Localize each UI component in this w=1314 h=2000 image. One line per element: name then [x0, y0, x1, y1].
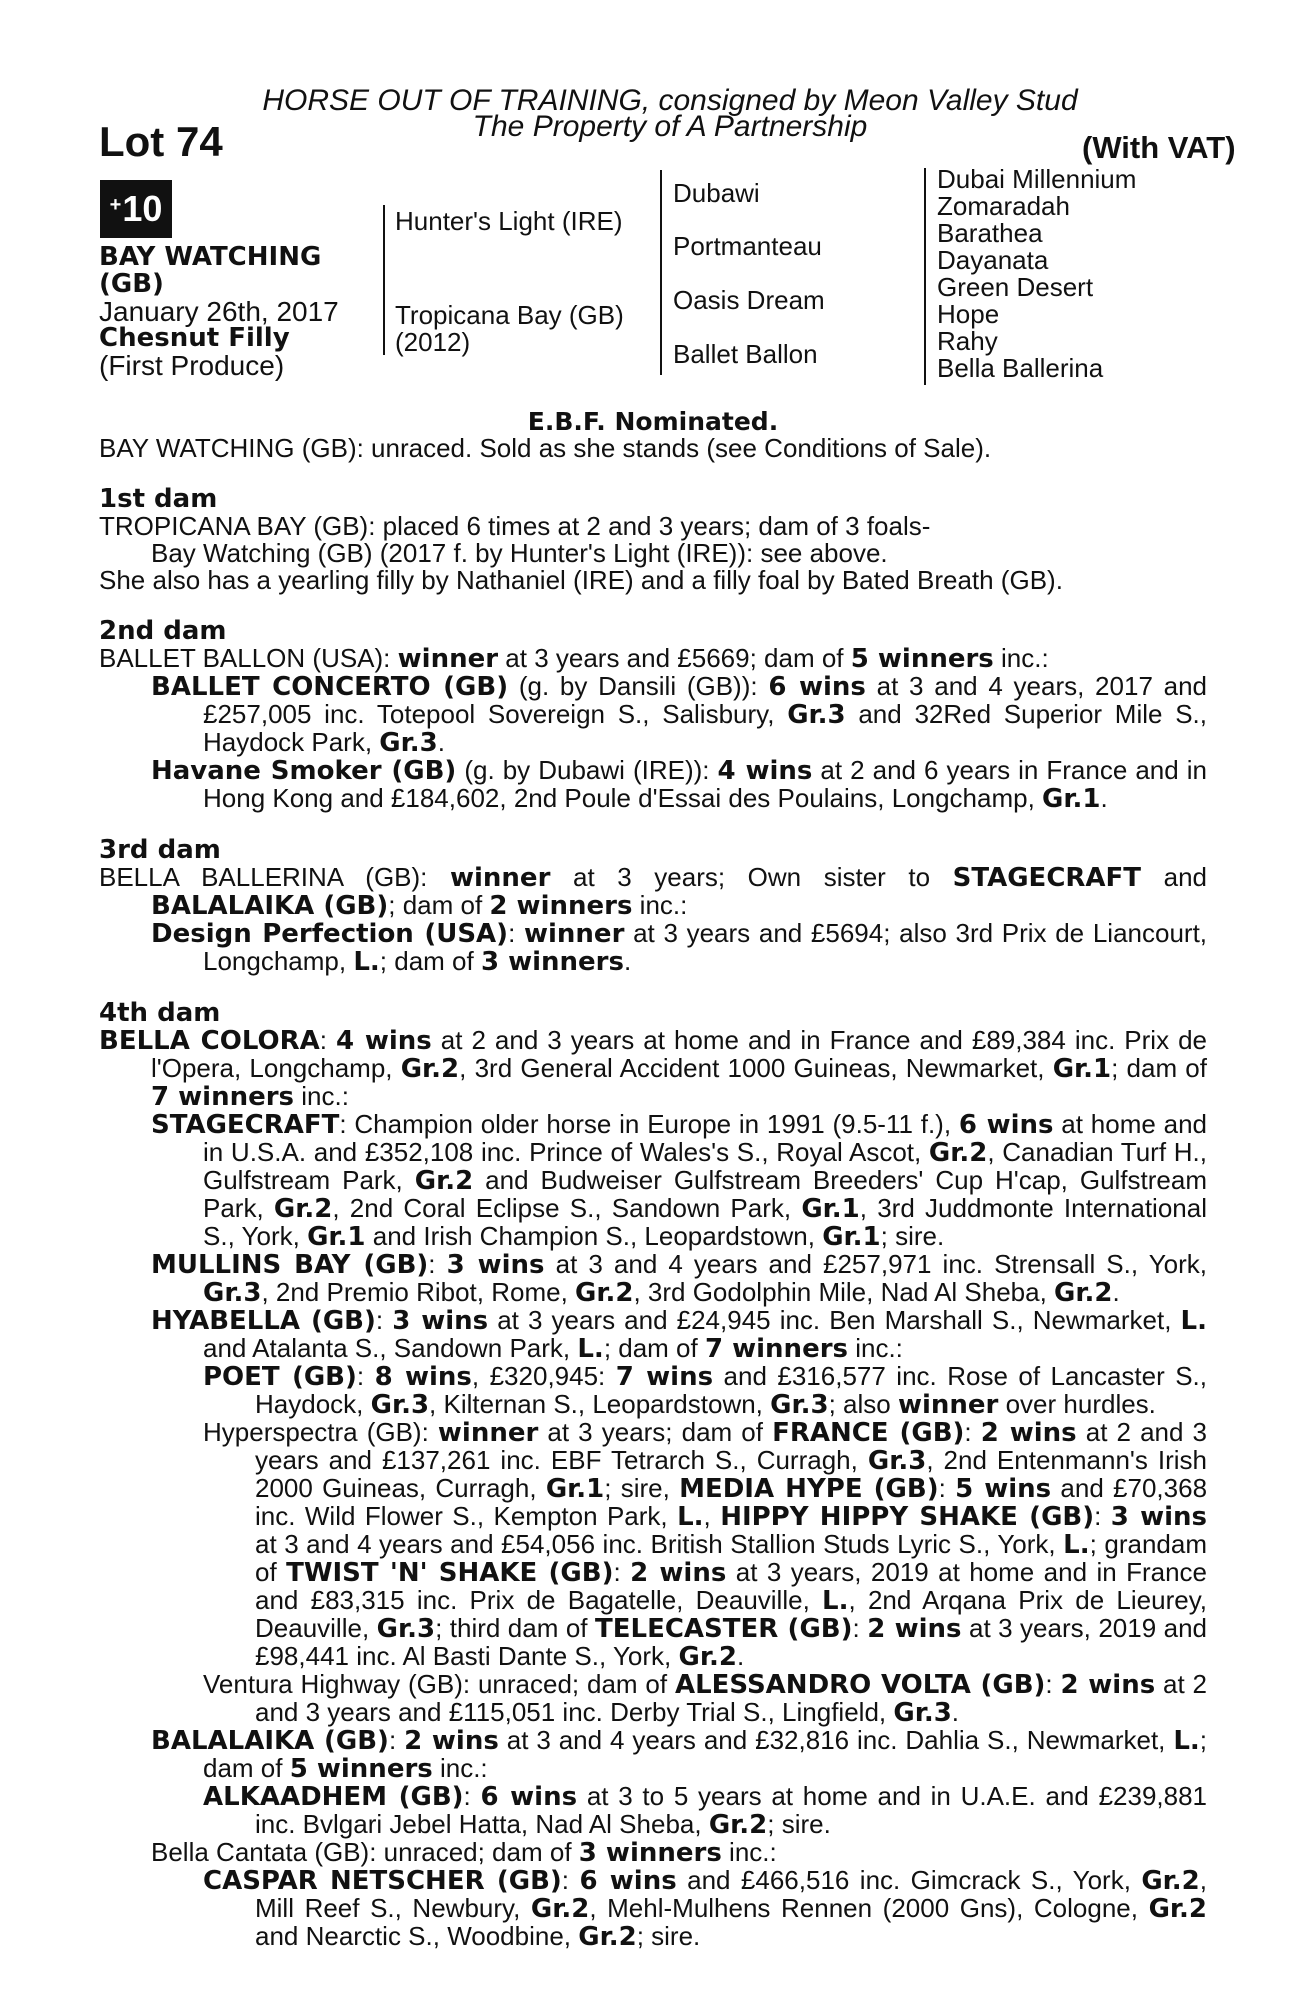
bold-text: 3 wins [1110, 1502, 1208, 1532]
text-run: at 3 years, 2019 at home and in France and £83,315 inc. Prix de Bagatelle, Deauville, [255, 1557, 1208, 1615]
bold-text: FRANCE (GB) [772, 1418, 965, 1448]
vat-label: (With VAT) [1082, 130, 1236, 165]
text-run: and Atalanta S., Sandown Park, [203, 1333, 578, 1363]
consignment-line: HORSE OUT OF TRAINING, consigned by Meon Valley Stud [262, 84, 1078, 117]
pedigree-gen2: Ballet Ballon [673, 339, 818, 369]
text-run: at 3 and 4 years, 2017 and £257,005 inc. Totepool Sovereign S., Salisbury, [203, 671, 1208, 729]
text-run: at 3 and 4 years and £54,056 inc. British Stallion Studs Lyric S., York, [255, 1529, 1064, 1559]
bold-text: L. [1173, 1726, 1200, 1756]
bold-text: Gr.3 [203, 1278, 262, 1308]
text-run: : [561, 1865, 580, 1895]
bold-text: winner [397, 644, 499, 674]
produce-entry: Bay Watching (GB) (2017 f. by Hunter's Light (IRE)): see above. [151, 538, 888, 568]
text-run: at home and in U.S.A. and £352,108 inc. Prince of Wales's S., Royal Ascot, [203, 1109, 1208, 1167]
dam-entry [99, 1027, 1207, 1111]
bold-text: Gr.3 [770, 1390, 829, 1420]
text-run: over hurdles. [998, 1389, 1156, 1419]
pedigree-gen3: Green Desert [937, 272, 1094, 302]
pedigree-gen3: Barathea [937, 218, 1043, 248]
bold-text: 2 wins [630, 1558, 727, 1588]
produce-entry [203, 1419, 1207, 1671]
text-run: : [964, 1417, 981, 1447]
dam-entry: TROPICANA BAY (GB): placed 6 times at 2 and 3 years; dam of 3 foals- [99, 511, 931, 541]
section-heading: 4th dam [99, 998, 221, 1028]
text-run: and [1141, 862, 1208, 892]
bold-text: Gr.2 [708, 1810, 768, 1840]
bold-text: BELLA COLORA [99, 1026, 320, 1056]
text-run: : [1094, 1501, 1111, 1531]
pedigree-gen3: Dubai Millennium [937, 164, 1137, 194]
text-run: , Kilternan S., Leopardstown, [429, 1389, 771, 1419]
bold-text: L. [577, 1334, 604, 1364]
produce-entry [151, 1251, 1207, 1307]
bold-text: Gr.1 [545, 1474, 605, 1504]
text-run: and Budweiser Gulfstream Breeders' Cup H'cap, Gulfstream Park, [203, 1165, 1207, 1223]
pedigree-gen3: Hope [937, 299, 1000, 329]
text-run: . [736, 1641, 745, 1671]
bold-text: Gr.3 [787, 700, 846, 730]
text-run: ; grandam of [255, 1529, 1207, 1587]
pedigree-gen3: Bella Ballerina [937, 353, 1104, 383]
bold-text: L. [1180, 1306, 1207, 1336]
text-run: , 3rd General Accident 1000 Guineas, Newmarket, [459, 1053, 1053, 1083]
text-run: Ventura Highway (GB): unraced; dam of [203, 1669, 675, 1699]
bold-text: Gr.1 [801, 1194, 860, 1224]
text-run: inc.: [432, 1753, 488, 1783]
text-run: . [1112, 1277, 1120, 1307]
bold-text: Gr.2 [928, 1138, 988, 1168]
produce-entry [203, 1867, 1207, 1951]
bold-text: Gr.3 [376, 1614, 436, 1644]
badge-number: 10 [122, 188, 163, 229]
text-run: inc.: [848, 1333, 903, 1363]
bold-text: POET (GB) [203, 1362, 357, 1392]
text-run: ; dam of [388, 890, 490, 920]
text-run: : [938, 1473, 956, 1503]
text-run: , 2nd Coral Eclipse S., Sandown Park, [332, 1193, 802, 1223]
text-run: . [623, 946, 632, 976]
bold-text: 3 winners [578, 1838, 722, 1868]
produce-entry [203, 1783, 1207, 1839]
rating-badge [100, 180, 172, 238]
text-run: (g. by Dansili (GB)): [508, 671, 769, 701]
text-run: ; dam of [203, 1725, 1208, 1783]
bold-text: BALLET CONCERTO (GB) [151, 672, 509, 702]
text-run: and Irish Champion S., Leopardstown, [365, 1221, 823, 1251]
text-run: BALLET BALLON (USA): [99, 643, 398, 673]
text-run: ; sire. [880, 1221, 945, 1251]
bold-text: 5 winners [289, 1754, 433, 1784]
text-run: : [463, 1781, 481, 1811]
text-run: , Canadian Turf H., Gulfstream Park, [203, 1137, 1207, 1195]
produce-entry [203, 1363, 1207, 1419]
pedigree-gen2: Oasis Dream [673, 285, 825, 315]
bold-text: CASPAR NETSCHER (GB) [203, 1866, 562, 1896]
bold-text: Gr.3 [867, 1446, 927, 1476]
text-run: ; sire. [636, 1921, 701, 1951]
text-run: inc.: [993, 643, 1049, 673]
bold-text: Gr.3 [370, 1390, 430, 1420]
produce-entry [151, 1839, 1207, 1867]
bold-text: Gr.3 [893, 1698, 952, 1728]
bold-text: 8 wins [374, 1362, 472, 1392]
produce-entry [151, 1727, 1207, 1783]
bold-text: 4 wins [335, 1026, 432, 1056]
bold-text: BALALAIKA (GB) [151, 1726, 389, 1756]
bold-text: 7 wins [615, 1362, 714, 1392]
text-run: , 3rd Juddmonte International S., York, [203, 1193, 1207, 1251]
pedigree-gen2: Dubawi [673, 178, 760, 208]
bold-text: Design Perfection (USA) [151, 919, 509, 949]
text-run: and £316,577 inc. Rose of Lancaster S., Haydock, [255, 1361, 1208, 1419]
bold-text: STAGECRAFT [151, 1110, 340, 1140]
pedigree-divider-1 [383, 205, 385, 355]
bold-text: ALESSANDRO VOLTA (GB) [674, 1670, 1046, 1700]
text-run: at 2 and 6 years in France and in Hong Kong and £184,602, 2nd Poule d'Essai des Poulains, Longchamp, [203, 755, 1207, 813]
text-run: at 3 years; Own sister to [550, 862, 953, 892]
text-run: , 2nd Premio Ribot, Rome, [261, 1277, 576, 1307]
horse-country: (GB) [99, 269, 164, 299]
bold-text: 3 wins [446, 1250, 545, 1280]
horse-sex: Chesnut Filly [99, 323, 290, 353]
bold-text: L. [1063, 1530, 1090, 1560]
bold-text: Gr.2 [530, 1894, 590, 1924]
text-run: ; sire, [604, 1473, 680, 1503]
bold-text: 2 winners [489, 891, 633, 921]
bold-text: Gr.2 [678, 1642, 737, 1672]
bold-text: Gr.1 [822, 1222, 881, 1252]
bold-text: Gr.2 [1054, 1278, 1113, 1308]
text-run: and Nearctic S., Woodbine, [255, 1921, 579, 1951]
text-run: ; also [828, 1389, 898, 1419]
bold-text: Gr.3 [379, 728, 438, 758]
dam-note: She also has a yearling filly by Nathaniel (IRE) and a filly foal by Bated Breath (GB). [99, 565, 1063, 595]
bold-text: L. [822, 1586, 849, 1616]
bold-text: winner [437, 1418, 539, 1448]
text-run: . [437, 727, 445, 757]
bold-text: winner [897, 1390, 999, 1420]
bold-text: Gr.1 [1052, 1054, 1112, 1084]
bold-text: 6 wins [480, 1782, 578, 1812]
bold-text: 3 wins [392, 1306, 489, 1336]
bold-text: STAGECRAFT [952, 863, 1142, 893]
horse-name: BAY WATCHING [99, 242, 322, 272]
text-run: : Champion older horse in Europe in 1991 (9.5-11 f.), [339, 1109, 959, 1139]
bold-text: winner [523, 919, 625, 949]
text-run: and 32Red Superior Mile S., Haydock Park, [203, 699, 1207, 757]
lot-number: Lot 74 [99, 118, 223, 165]
text-run: at 2 and 3 years at home and in France and £89,384 inc. Prix de l'Opera, Longchamp, [151, 1025, 1207, 1083]
bold-text: L. [677, 1502, 704, 1532]
text-run: ; dam of [1111, 1053, 1207, 1083]
bold-text: Gr.2 [578, 1922, 637, 1952]
bold-text: 3 winners [480, 947, 624, 977]
text-run: at 3 years and £5694; also 3rd Prix de Liancourt, Longchamp, [203, 918, 1208, 976]
bold-text: Gr.2 [414, 1166, 474, 1196]
text-run: ; third dam of [435, 1613, 595, 1643]
text-run: : [388, 1725, 405, 1755]
horse-details [99, 244, 339, 379]
bold-text: BALALAIKA (GB) [151, 891, 389, 921]
text-run: Bella Cantata (GB): unraced; dam of [151, 1837, 579, 1867]
bold-text: TWIST 'N' SHAKE (GB) [286, 1558, 614, 1588]
text-run: BELLA BALLERINA (GB): [99, 862, 450, 892]
text-run: . [1100, 783, 1108, 813]
bold-text: winner [449, 863, 551, 893]
section-heading: 1st dam [99, 484, 218, 514]
ebf-note: E.B.F. Nominated. [527, 407, 779, 436]
dam-entry [99, 645, 1207, 673]
bold-text: 5 wins [955, 1474, 1052, 1504]
text-run: , £320,945: [471, 1361, 616, 1391]
text-run: . [951, 1697, 960, 1727]
produce-entry [151, 757, 1207, 813]
text-run: ; sire. [767, 1809, 831, 1839]
bold-text: MULLINS BAY (GB) [151, 1250, 429, 1280]
bold-text: TELECASTER (GB) [595, 1614, 853, 1644]
badge-mark: + [109, 193, 122, 216]
property-line: The Property of A Partnership [472, 110, 868, 143]
text-run: , [703, 1501, 721, 1531]
pedigree-gen3: Dayanata [937, 245, 1049, 275]
bold-text: 2 wins [404, 1726, 499, 1756]
dam-entry [99, 864, 1207, 920]
bold-text: 2 wins [1060, 1670, 1156, 1700]
pedigree-gen3: Rahy [937, 326, 998, 356]
bold-text: Gr.2 [575, 1278, 634, 1308]
text-run: ; dam of [379, 946, 481, 976]
text-run: Hyperspectra (GB): [203, 1417, 438, 1447]
produce-entry [151, 1111, 1207, 1251]
bold-text: 6 wins [768, 672, 866, 702]
text-run: : [613, 1557, 631, 1587]
bold-text: 2 wins [980, 1418, 1077, 1448]
text-run: , 2nd Arqana Prix de Lieurey, Deauville, [255, 1585, 1207, 1643]
pedigree-gen2: Portmanteau [673, 231, 822, 261]
text-run: , 2nd Entenmann's Irish 2000 Guineas, Curragh, [255, 1445, 1207, 1503]
text-run: at 3 years; dam of [538, 1417, 773, 1447]
pedigree-sire: Hunter's Light (IRE) [395, 206, 623, 236]
text-run: , Mill Reef S., Newbury, [255, 1865, 1208, 1923]
text-run: and £466,516 inc. Gimcrack S., York, [676, 1865, 1142, 1895]
horse-note: (First Produce) [99, 350, 285, 381]
text-run: : [319, 1025, 336, 1055]
bold-text: Gr.2 [1141, 1866, 1200, 1896]
text-run: : [428, 1249, 447, 1279]
pedigree-divider-2 [660, 170, 662, 375]
text-run: and £70,368 inc. Wild Flower S., Kempton Park, [255, 1473, 1208, 1531]
text-run: , Mehl-Mulhens Rennen (2000 Gns), Cologne, [589, 1893, 1149, 1923]
bold-text: Gr.2 [1148, 1894, 1207, 1924]
section-heading: 3rd dam [99, 835, 221, 865]
bold-text: Gr.2 [400, 1054, 460, 1084]
pedigree-dam: Tropicana Bay (GB) [395, 300, 624, 330]
pedigree-gen3: Zomaradah [937, 191, 1070, 221]
text-run: at 3 years and £5669; dam of [498, 643, 851, 673]
section-heading: 2nd dam [99, 616, 227, 646]
bold-text: ALKAADHEM (GB) [203, 1782, 464, 1812]
text-run: at 3 to 5 years at home and in U.A.E. and £239,881 inc. Bvlgari Jebel Hatta, Nad Al Sheba, [255, 1781, 1208, 1839]
pedigree-divider-3 [924, 168, 926, 385]
pedigree-dam-year: (2012) [395, 327, 471, 357]
text-run: inc.: [721, 1837, 777, 1867]
text-run: ; dam of [603, 1333, 705, 1363]
bold-text: Gr.1 [1042, 784, 1101, 814]
text-run: inc.: [294, 1081, 349, 1111]
produce-entry [203, 1671, 1207, 1727]
produce-entry [151, 920, 1207, 976]
bold-text: 6 wins [958, 1110, 1054, 1140]
bold-text: L. [353, 947, 380, 977]
bold-text: Havane Smoker (GB) [151, 756, 457, 786]
text-run: : [852, 1613, 868, 1643]
bold-text: MEDIA HYPE (GB) [679, 1474, 939, 1504]
bold-text: 4 wins [717, 756, 813, 786]
bold-text: HYABELLA (GB) [151, 1306, 376, 1336]
text-run: : [1045, 1669, 1061, 1699]
produce-entry [151, 1307, 1207, 1363]
text-run: : [356, 1361, 375, 1391]
horse-dob: January 26th, 2017 [99, 296, 339, 327]
text-run: at 3 years, 2019 and £98,441 inc. Al Basti Dante S., York, [255, 1613, 1208, 1671]
bold-text: Gr.2 [273, 1194, 333, 1224]
bold-text: 5 winners [850, 644, 994, 674]
text-run: at 3 years and £24,945 inc. Ben Marshall S., Newmarket, [488, 1305, 1181, 1335]
text-run: at 3 and 4 years and £257,971 inc. Strensall S., York, [544, 1249, 1208, 1279]
bold-text: 7 winners [704, 1334, 848, 1364]
produce-entry [151, 673, 1207, 757]
catalogue-body [99, 408, 1207, 1951]
text-run: (g. by Dubawi (IRE)): [456, 755, 718, 785]
bold-text: HIPPY HIPPY SHAKE (GB) [720, 1502, 1095, 1532]
text-run: , 3rd Godolphin Mile, Nad Al Sheba, [633, 1277, 1055, 1307]
text-run: : [375, 1305, 393, 1335]
bold-text: 7 winners [151, 1082, 295, 1112]
text-run: at 3 and 4 years and £32,816 inc. Dahlia S., Newmarket, [498, 1725, 1174, 1755]
bold-text: Gr.1 [307, 1222, 366, 1252]
text-run: : [508, 918, 524, 948]
bold-text: 2 wins [867, 1614, 962, 1644]
bold-text: 6 wins [579, 1866, 677, 1896]
summary-line: BAY WATCHING (GB): unraced. Sold as she stands (see Conditions of Sale). [99, 433, 992, 463]
text-run: inc.: [632, 890, 688, 920]
text-run: at 2 and 3 years and £115,051 inc. Derby Trial S., Lingfield, [255, 1669, 1208, 1727]
text-run: at 2 and 3 years and £137,261 inc. EBF Tetrarch S., Curragh, [255, 1417, 1208, 1475]
